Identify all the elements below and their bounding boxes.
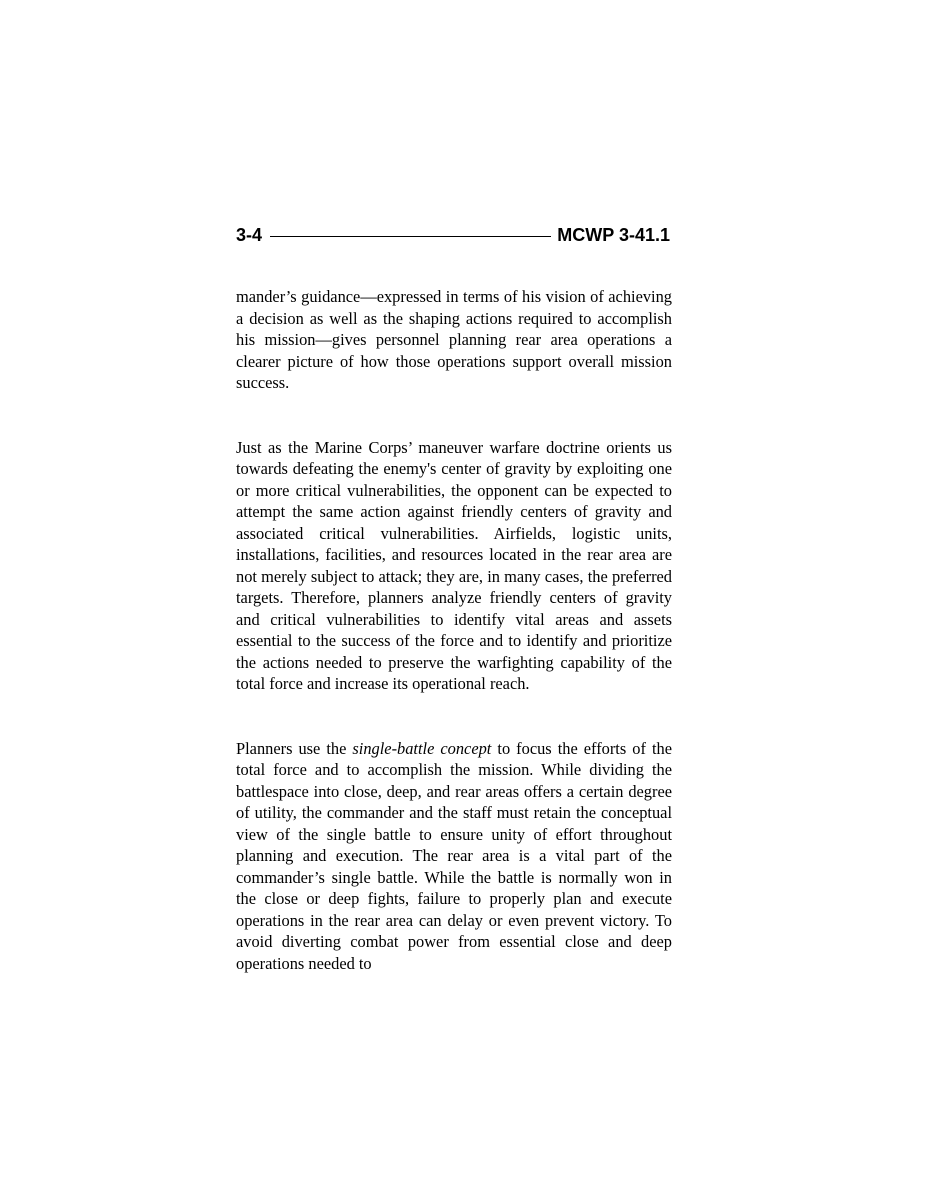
header-rule	[270, 236, 551, 237]
paragraph-text-rest: to focus the efforts of the total force and to accomplish the mission. While dividing the battlespace into close, deep, and rear areas offers a certain degree of utility, the commander and the staff must retain the conceptual view of the single battle to ensure unity of effort throughout planning and execution. The rear area is a vital part of the commander’s single battle. While the battle is normally won in the close or deep fights, failure to properly plan and execute operations in the rear area can delay or even prevent victory. To avoid diverting combat power from essential close and deep operations needed to	[236, 738, 672, 973]
body-text	[236, 286, 672, 974]
publication-id: MCWP 3-41.1	[557, 224, 670, 245]
paragraph-text-lead: Planners use the	[236, 738, 353, 758]
paragraph-centers-of-gravity: Just as the Marine Corps’ maneuver warfare doctrine orients us towards defeating the enemy's center of gravity by exploiting one or more critical vulnerabilities, the opponent can be expected to attempt the same action against friendly centers of gravity and associated critical vulnerabilities. Airfields, logistic units, installations, facilities, and resources located in the rear area are not merely subject to attack; they are, in many cases, the preferred targets. Therefore, planners analyze friendly centers of gravity and critical vulnerabilities to identify vital areas and assets essential to the success of the force and to identify and prioritize the actions needed to preserve the warfighting capability of the total force and increase its operational reach.	[236, 437, 672, 693]
paragraph-commanders-guidance: mander’s guidance—expressed in terms of his vision of achieving a decision as well as the shaping actions required to accomplish his mission—gives personnel planning rear area operations a clearer picture of how those operations support overall mission success.	[236, 287, 672, 392]
page-number: 3-4	[236, 224, 263, 245]
paragraph-single-battle	[236, 738, 672, 975]
single-battle-concept-term: single-battle concept	[352, 738, 492, 758]
running-header	[236, 223, 670, 247]
